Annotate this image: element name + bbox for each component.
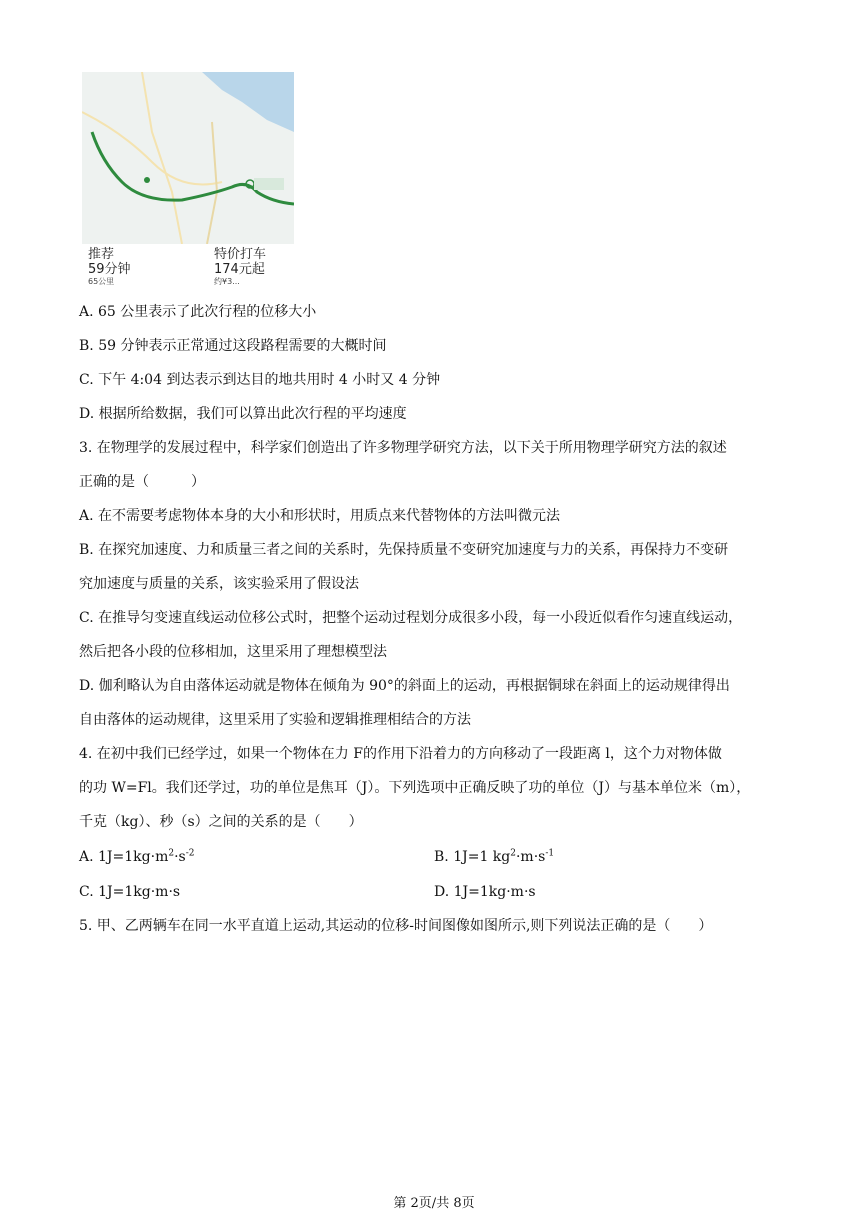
caption-note: 约¥3... (214, 277, 240, 286)
q4-option-d: D. 1J=1kg·m·s (434, 884, 536, 900)
caption-price: 174元起 (214, 262, 265, 277)
q3-option-d-line2: 自由落体的运动规律，这里采用了实验和逻辑推理相结合的方法 (79, 712, 471, 728)
q5-stem: 5. 甲、乙两辆车在同一水平直道上运动,其运动的位移-时间图像如图所示,则下列说法正确的是（ ） (79, 918, 713, 934)
q2-option-d: D. 根据所给数据，我们可以算出此次行程的平均速度 (79, 406, 407, 422)
route-map-graphic (82, 72, 294, 244)
q2-option-a: A. 65 公里表示了此次行程的位移大小 (79, 304, 317, 320)
route-map-image (82, 72, 294, 244)
q4-a-mid: ·s (174, 849, 186, 865)
q4-stem-line3: 千克（kg）、秒（s）之间的关系的是（ ） (79, 814, 363, 830)
map-caption-taxi (214, 247, 266, 287)
q4-b-text: B. 1J=1 kg (434, 849, 511, 865)
q3-stem-line1: 3. 在物理学的发展过程中，科学家们创造出了许多物理学研究方法，以下关于所用物理学研究方法的叙述 (79, 440, 727, 456)
q4-stem-line2: 的功 W=Fl。我们还学过，功的单位是焦耳（J）。下列选项中正确反映了功的单位（J）与基本单位米（m）， (79, 780, 751, 796)
q3-option-b-line1: B. 在探究加速度、力和质量三者之间的关系时，先保持质量不变研究加速度与力的关系，再保持力不变研 (79, 542, 729, 558)
q4-b-sup1: 2 (510, 848, 516, 859)
q3-option-c-line2: 然后把各小段的位移相加，这里采用了理想模型法 (79, 644, 387, 660)
q4-a-sup1: 2 (168, 848, 175, 859)
q2-option-b: B. 59 分钟表示正常通过这段路程需要的大概时间 (79, 338, 387, 354)
caption-distance: 65公里 (88, 277, 115, 286)
map-caption-recommended (88, 247, 131, 287)
q4-b-mid: ·m·s (515, 849, 546, 865)
q2-option-c: C. 下午 4:04 到达表示到达目的地共用时 4 小时又 4 分钟 (79, 372, 441, 388)
q3-option-c-line1: C. 在推导匀变速直线运动位移公式时，把整个运动过程划分成很多小段，每一小段近似看作匀速直线运动， (79, 610, 743, 626)
q3-option-b-line2: 究加速度与质量的关系，该实验采用了假设法 (79, 576, 359, 592)
q4-a-text: A. 1J=1kg·m (79, 849, 169, 865)
q4-option-b (434, 848, 554, 866)
q4-option-c: C. 1J=1kg·m·s (79, 884, 181, 900)
q3-option-a: A. 在不需要考虑物体本身的大小和形状时，用质点来代替物体的方法叫微元法 (79, 508, 561, 524)
q4-option-a (79, 848, 195, 866)
q3-stem-line2: 正确的是（ ） (79, 474, 205, 490)
q3-option-d-line1: D. 伽利略认为自由落体运动就是物体在倾角为 90°的斜面上的运动，再根据铜球在斜面上的运动规律得出 (79, 678, 730, 694)
q4-a-sup2: -2 (185, 848, 195, 859)
caption-title: 特价打车 (214, 247, 267, 262)
caption-time: 59分钟 (88, 262, 131, 277)
page-footer: 第 2页/共 8页 (393, 1196, 475, 1211)
caption-title: 推荐 (88, 247, 115, 262)
q4-b-sup2: -1 (545, 848, 555, 859)
q4-stem-line1: 4. 在初中我们已经学过，如果一个物体在力 F的作用下沿着力的方向移动了一段距离 l，这个力对物体做 (79, 746, 722, 762)
